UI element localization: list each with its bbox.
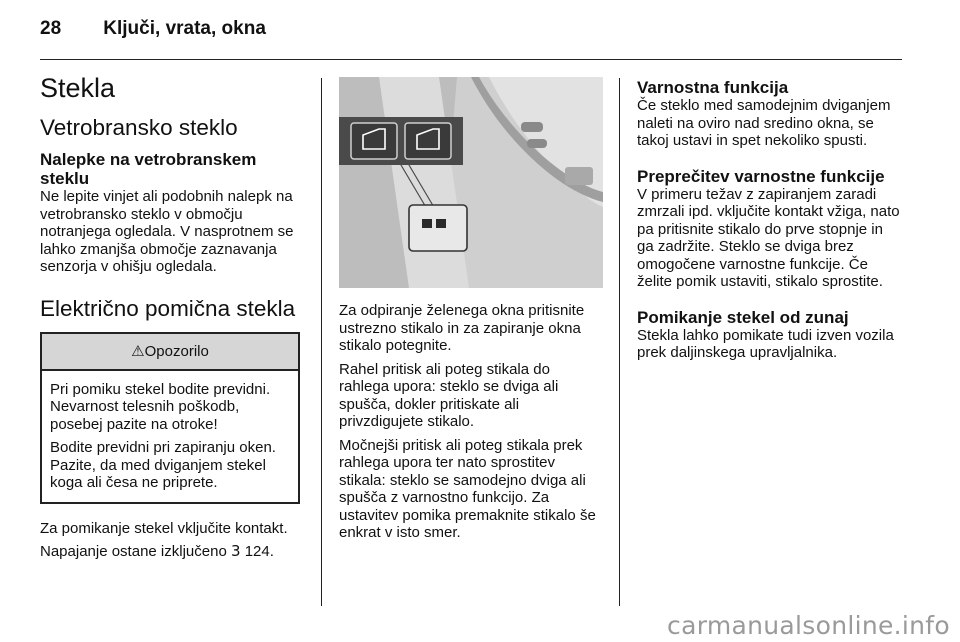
warning-title-text: Opozorilo [144,342,209,360]
switch-panel-left [422,219,432,228]
cross-reference-arrow-icon: 3 [230,542,241,560]
warning-paragraph-2: Bodite previdni pri zapiranju oken. Pazite, da med dviganjem stekel koga ali česa ne priprete. [50,439,276,491]
paragraph-safety-function: Če steklo med samodejnim dviganjem naleti na oviro nad sredino okna, se takoj ustavi in spet nekoliko spusti. [637,97,891,149]
heading-override: Preprečitev varnostne funkcije [637,166,885,186]
paragraph-stickers: Ne lepite vinjet ali podobnih nalepk na vetrobransko steklo v območju notranjega ogledala. V nasprotnem se lahko zmanjša območje zaznavanja senzorja v ohišju ogledala. [40,188,294,275]
page-number: 28 [40,18,62,39]
paragraph-firm-press: Močnejši pritisk ali poteg stikala prek rahlega upora ter nato sprostitev stikala: steklo se samodejno dviga ali spušča z varnostno funkcijo. Za ustavitev pomika premaknite stikalo še enkrat v isto smer. [339,436,596,541]
chapter-title: Ključi, vrata, okna [103,18,266,39]
watermark: carmanualsonline.info [667,611,950,640]
switch-panel-right [436,219,446,228]
paragraph-operation: Za odpiranje želenega okna pritisnite ustrezno stikalo in za zapiranje okna stikalo potegnite. [339,302,585,354]
spoke-button-1 [521,122,543,132]
dashboard-knob [565,167,593,185]
column-divider-1 [321,78,322,606]
paragraph-light-press: Rahel pritisk ali poteg stikala do rahlega upora: steklo se dviga ali spušča, dokler pritiskate ali privzdigujete stikalo. [339,360,559,430]
warning-box [40,332,300,504]
window-switch-illustration [339,77,603,288]
right-window-switch [405,123,451,159]
warning-paragraph-1: Pri pomiku stekel bodite previdni. Nevarnost telesnih poškodb, posebej pazite na otroke! [50,380,271,433]
heading-stickers: Nalepke na vetrobranskem steklu [40,150,257,188]
column-left [40,70,306,561]
heading-remote: Pomikanje stekel od zunaj [637,307,849,327]
header-rule [40,59,902,60]
paragraph-ignition: Za pomikanje stekel vključite kontakt. [40,519,288,537]
section-title: Stekla [40,73,116,103]
column-middle [339,77,603,542]
paragraph-override: V primeru težav z zapiranjem zaradi zmrzali ipd. vključite kontakt vžiga, nato pa pritisnite stikalo do prve stopnje in ga zadržite. Steklo se dviga brez omogočene varnostne funkcije. Če želite pomik ustaviti, stikalo sprostite. [637,185,900,290]
paragraph-power-off [40,543,306,561]
heading-safety-function: Varnostna funkcija [637,78,789,97]
heading-power-windows: Električno pomična stekla [40,295,296,321]
paragraph-remote: Stekla lahko pomikate tudi izven vozila prek daljinskega upravljalnika. [637,326,894,361]
spoke-button-2 [527,139,547,148]
page-reference[interactable]: 124. [244,543,274,560]
heading-windscreen: Vetrobransko steklo [40,115,238,140]
column-divider-2 [619,78,620,606]
page-header [40,18,266,40]
left-window-switch [351,123,397,159]
column-right [637,78,903,362]
warning-body [42,371,298,502]
power-off-text: Napajanje ostane izključeno [40,543,227,560]
warning-triangle-icon: ⚠ [131,341,145,360]
warning-title [42,334,298,371]
